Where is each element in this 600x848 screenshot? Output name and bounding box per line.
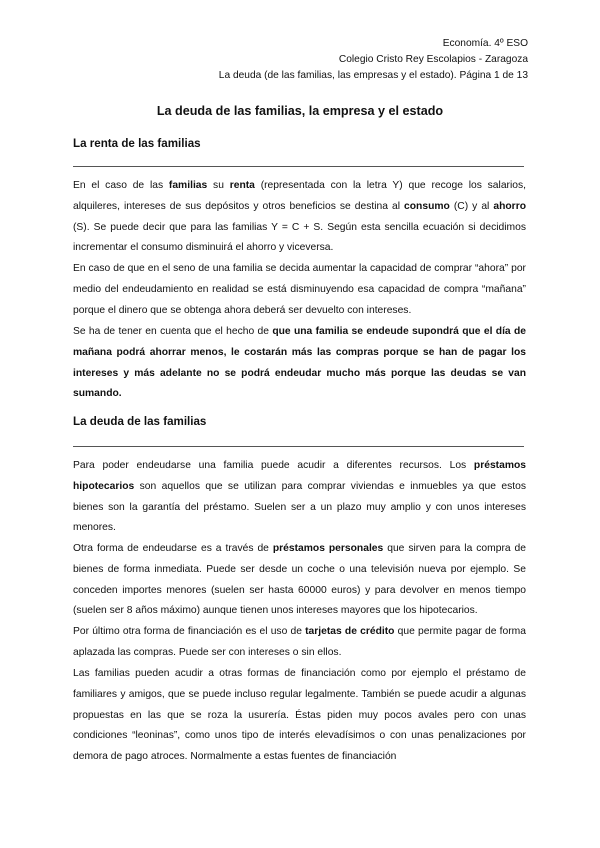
paragraph: Otra forma de endeudarse es a través de préstamos personales que sirven para la compra de bienes de forma inmediata. Puede ser desde un coche o una televisión nueva por ejemplo. Se conceden importes menores (suelen ser hasta 60000 euros) y para devolver en menos tiempo (suelen ser 8 años máximo) aunque tienen unos intereses mayores que los hipotecarios. (73, 543, 527, 617)
paragraph: Para poder endeudarse una familia puede acudir a diferentes recursos. Los préstamos hipotecarios son aquellos que se utilizan para comprar viviendas e inmuebles ya que estos bienes son la garantía del préstamo. Suelen ser a un plazo muy amplio y con unos intereses menores. (73, 460, 526, 534)
page-header (219, 36, 528, 84)
document-title: La deuda de las familias, la empresa y el estado (156, 104, 444, 118)
section-heading-deuda: La deuda de las familias (73, 415, 207, 428)
paragraph: En caso de que en el seno de una familia se decida aumentar la capacidad de comprar “ahora” por medio del endeudamiento en realidad se está disminuyendo esa capacidad de compra “mañana” porque el dinero que se obtenga ahora deberá ser devuelto con intereses. (73, 263, 526, 316)
paragraph: Por último otra forma de financiación es el uso de tarjetas de crédito que permite pagar de forma aplazada las compras. Puede ser con intereses o sin ellos. (73, 626, 526, 658)
paragraph: Se ha de tener en cuenta que el hecho de que una familia se endeude supondrá que el día de mañana podrá ahorrar menos, le costarán más las compras porque se han de pagar los intereses y más adelante no se podrá endeudar mucho más porque las deudas se van sumando. (73, 326, 527, 400)
header-page-info: La deuda (de las familias, las empresas y el estado). Página 1 de 13 (218, 70, 528, 81)
section-heading-renta: La renta de las familias (73, 137, 201, 150)
section-divider (73, 446, 524, 447)
paragraph: Las familias pueden acudir a otras formas de financiación como por ejemplo el préstamo de familiares y amigos, que se puede incluso regular legalmente. También se puede acudir a algunas propuestas en las que se roza la usurería. Éstas piden muy pocos avales pero con unas condiciones “leoninas”, como unos tipo de interés elevadísimos o con unas penalizaciones por demora de pago atroces. Normalmente a estas fuentes de financiación (73, 668, 526, 763)
header-course: Economía. 4º ESO (442, 38, 528, 49)
section-divider (73, 166, 524, 167)
header-school: Colegio Cristo Rey Escolapios - Zaragoza (338, 54, 528, 65)
paragraph: En el caso de las familias su renta (representada con la letra Y) que recoge los salarios, alquileres, intereses de sus depósitos y otros beneficios se destina al consumo (C) y al ahorro (S). Se puede decir que para las familias Y = C + S. Según esta sencilla ecuación si decidimos incrementar el consumo disminuirá el ahorro y viceversa. (73, 180, 526, 254)
